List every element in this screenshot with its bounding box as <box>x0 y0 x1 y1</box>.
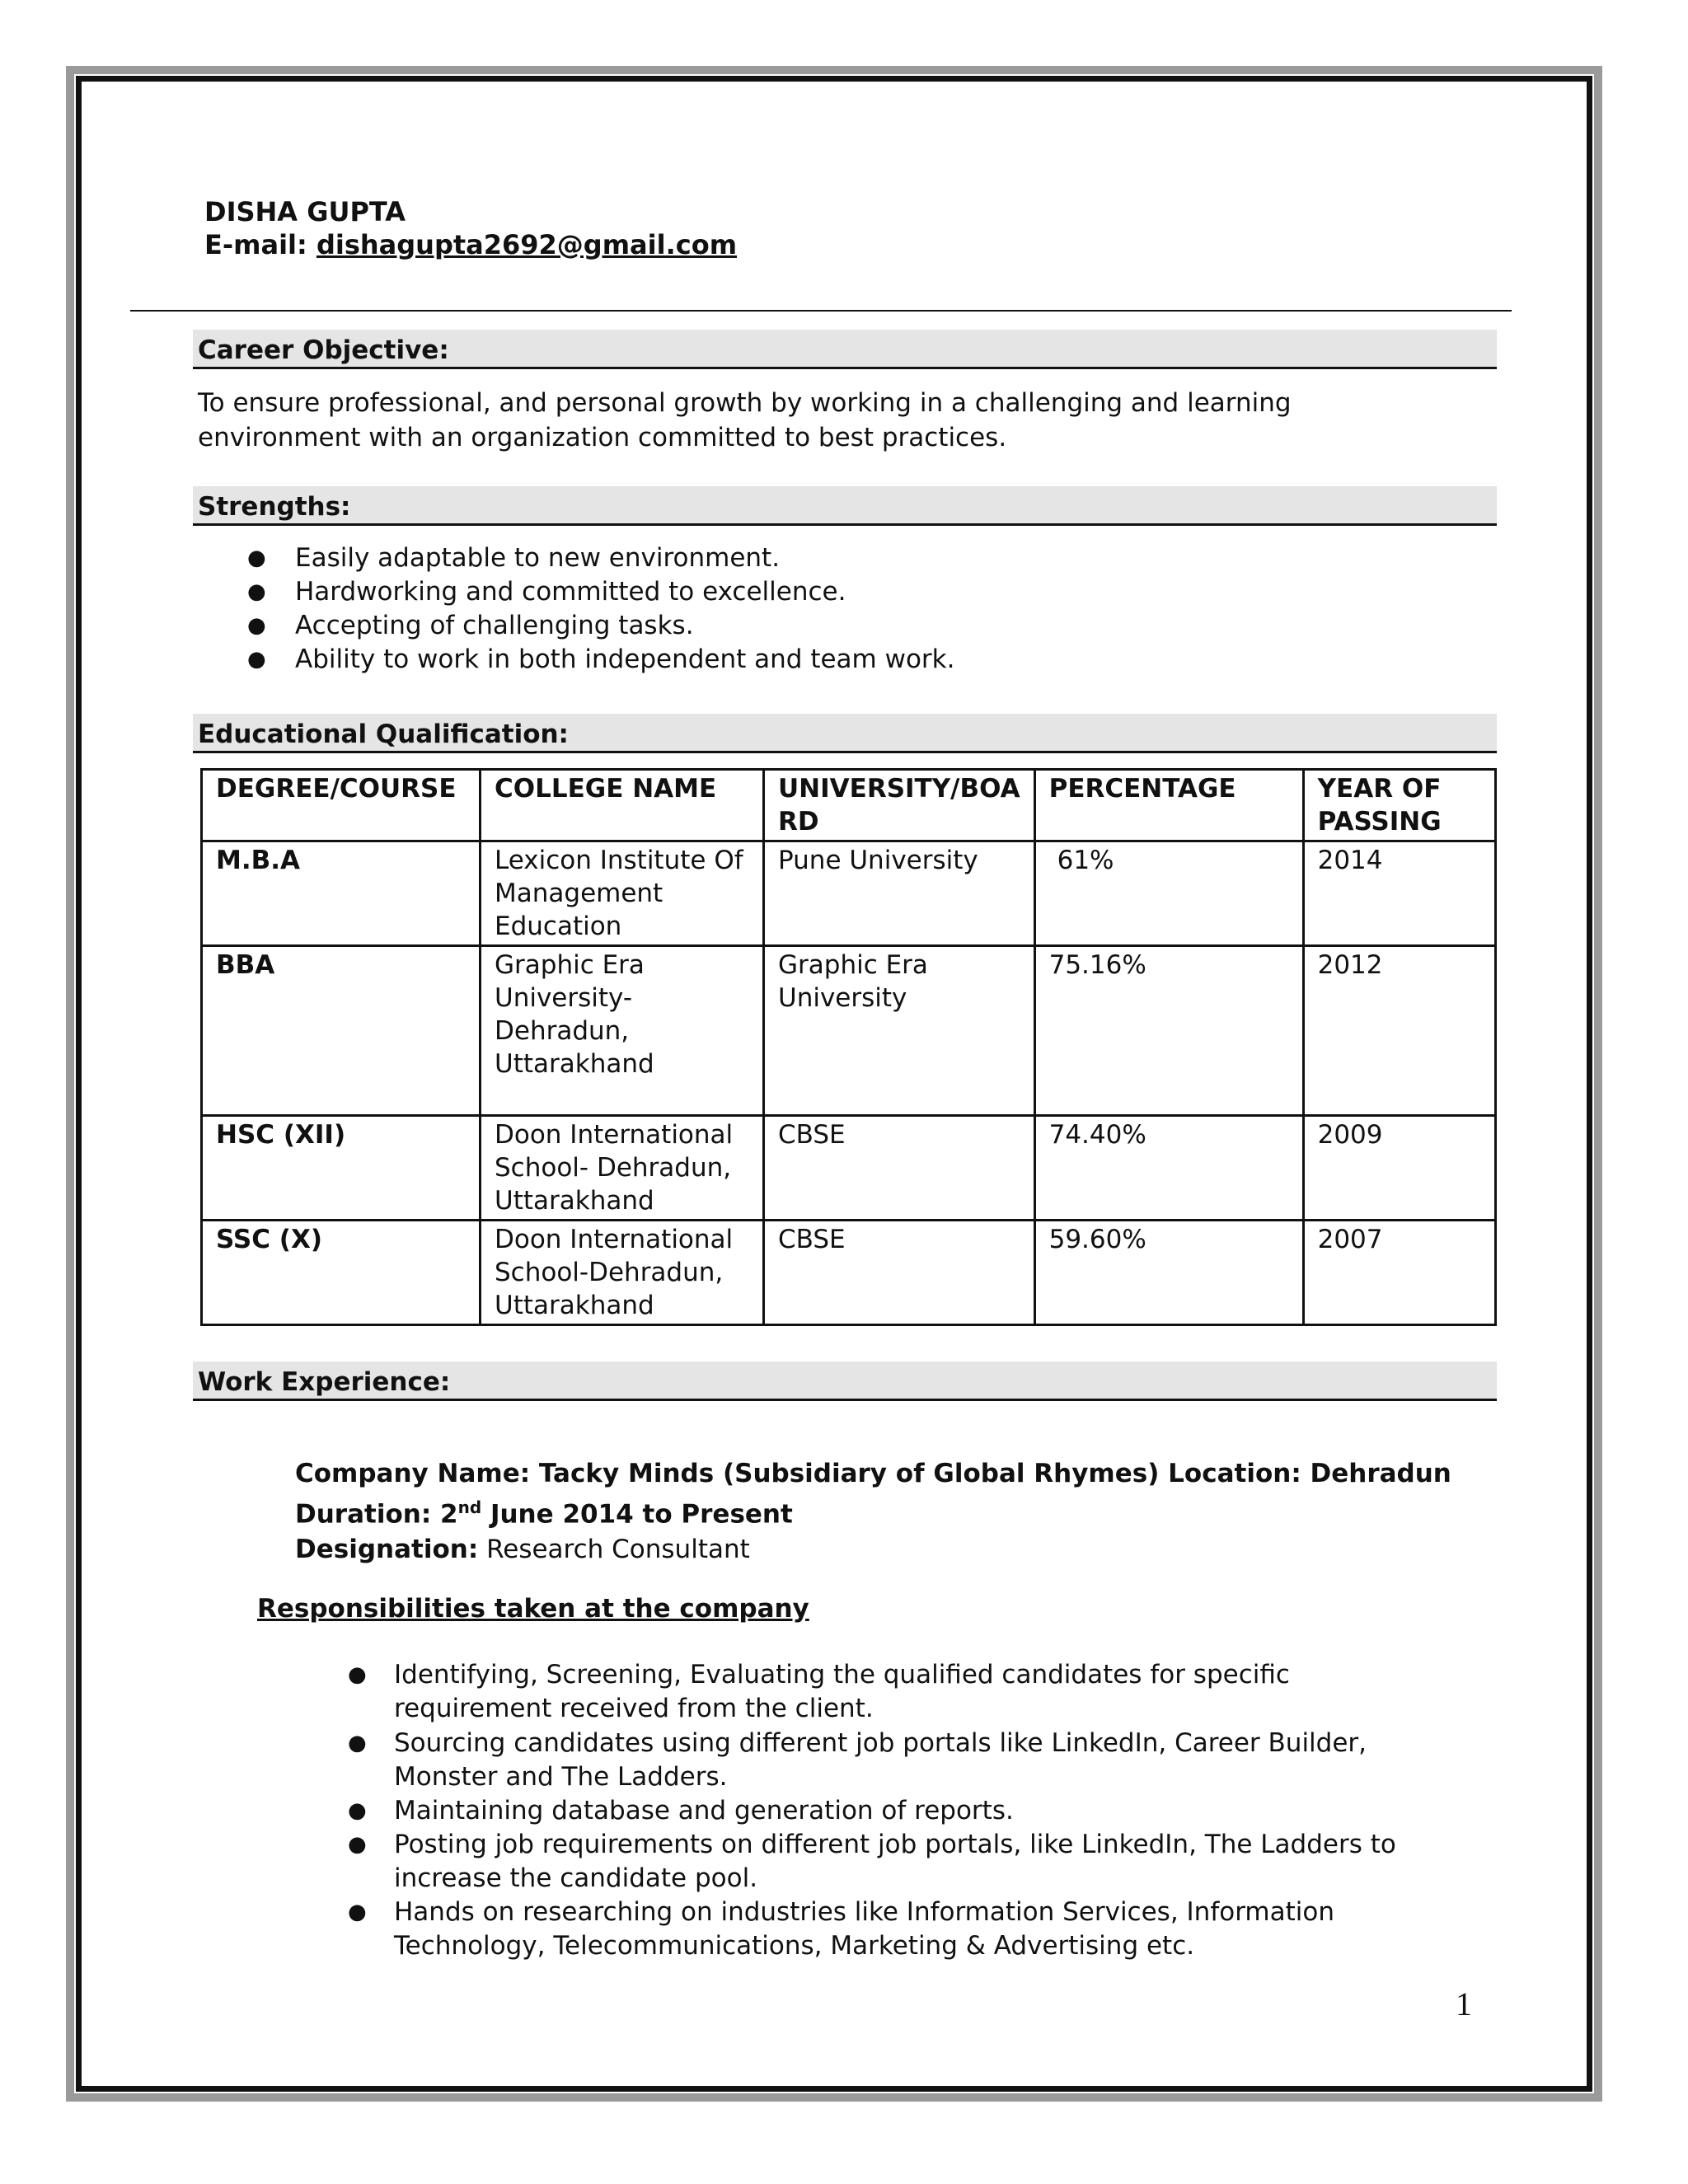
cell-college: Graphic Era University- Dehradun, Uttarakhand <box>481 946 764 1116</box>
header-university: UNIVERSITY/BOA RD <box>764 770 1035 841</box>
table-row <box>202 1221 1496 1325</box>
designation-line: Designation: Research Consultant <box>295 1535 750 1564</box>
cell-percentage: 74.40% <box>1034 1116 1303 1221</box>
responsibilities-title: Responsibilities taken at the company <box>257 1594 809 1624</box>
bullet-icon: ● <box>348 1832 367 1857</box>
cell-year: 2007 <box>1303 1221 1495 1325</box>
cell-university: Graphic Era University <box>764 946 1035 1116</box>
email-line <box>204 229 737 260</box>
cell-degree: BBA <box>202 946 481 1116</box>
list-item: ● Identifying, Screening, Evaluating the qualified candidates for specific requirement received from the client. <box>348 1660 1290 1723</box>
bullet-icon: ● <box>247 613 266 638</box>
duration-line: Duration: 2nd June 2014 to Present <box>295 1497 793 1530</box>
list-item: ● Sourcing candidates using different job portals like LinkedIn, Career Builder, Monster and The Ladders. <box>348 1728 1367 1792</box>
strengths-list <box>247 541 954 677</box>
section-career-objective: Career Objective: <box>193 330 1497 369</box>
header-percentage: PERCENTAGE <box>1034 770 1303 841</box>
cell-college: Doon International School- Dehradun, Uttarakhand <box>481 1116 764 1221</box>
list-item: ● Accepting of challenging tasks. <box>247 609 954 643</box>
cell-percentage: 59.60% <box>1034 1221 1303 1325</box>
cell-university: Pune University <box>764 841 1035 946</box>
cell-university: CBSE <box>764 1221 1035 1325</box>
career-objective-line: environment with an organization committed to best practices. <box>198 423 1007 452</box>
table-row <box>202 841 1496 946</box>
cell-degree: HSC (XII) <box>202 1116 481 1221</box>
bullet-icon: ● <box>348 1798 367 1823</box>
email-link[interactable]: dishagupta2692@gmail.com <box>316 229 738 260</box>
header-year: YEAR OF PASSING <box>1303 770 1495 841</box>
cell-percentage: 75.16% <box>1034 946 1303 1116</box>
bullet-icon: ● <box>247 647 266 672</box>
bullet-icon: ● <box>348 1662 367 1687</box>
list-item: ● Hands on researching on industries like Information Services, Information Technology, Telecommunications, Marketing & Advertising etc. <box>348 1897 1334 1961</box>
list-item: ● Easily adaptable to new environment. <box>247 541 954 575</box>
header-degree: DEGREE/COURSE <box>202 770 481 841</box>
section-education: Educational Qualification: <box>193 714 1497 753</box>
responsibilities-list <box>348 1658 1396 1963</box>
bullet-icon: ● <box>348 1900 367 1924</box>
section-work-experience: Work Experience: <box>193 1361 1497 1401</box>
bullet-icon: ● <box>247 579 266 604</box>
list-item: ● Posting job requirements on different job portals, like LinkedIn, The Ladders to increase the candidate pool. <box>348 1830 1396 1893</box>
table-row <box>202 946 1496 1116</box>
cell-university: CBSE <box>764 1116 1035 1221</box>
cell-percentage: 61% <box>1034 841 1303 946</box>
bullet-icon: ● <box>247 546 266 570</box>
section-strengths: Strengths: <box>193 486 1497 526</box>
cell-degree: SSC (X) <box>202 1221 481 1325</box>
list-item: ● Hardworking and committed to excellence. <box>247 575 954 609</box>
cell-year: 2012 <box>1303 946 1495 1116</box>
header-divider <box>130 310 1512 312</box>
table-row <box>202 1116 1496 1221</box>
cell-college: Doon International School-Dehradun, Uttarakhand <box>481 1221 764 1325</box>
table-header-row <box>202 770 1496 841</box>
bullet-icon: ● <box>348 1731 367 1755</box>
page-number: 1 <box>1456 1985 1472 2022</box>
cell-year: 2014 <box>1303 841 1495 946</box>
career-objective-text <box>198 386 1484 455</box>
cell-degree: M.B.A <box>202 841 481 946</box>
career-objective-line: To ensure professional, and personal growth by working in a challenging and learning <box>198 388 1292 418</box>
education-table <box>200 768 1497 1326</box>
list-item: ● Ability to work in both independent and team work. <box>247 643 954 677</box>
header-college: COLLEGE NAME <box>481 770 764 841</box>
email-label: E-mail: <box>204 229 307 260</box>
cell-year: 2009 <box>1303 1116 1495 1221</box>
list-item: ● Maintaining database and generation of reports. <box>348 1794 1396 1828</box>
company-line: Company Name: Tacky Minds (Subsidiary of Global Rhymes) Location: Dehradun <box>295 1459 1451 1488</box>
candidate-name: DISHA GUPTA <box>204 196 406 227</box>
cell-college: Lexicon Institute Of Management Education <box>481 841 764 946</box>
